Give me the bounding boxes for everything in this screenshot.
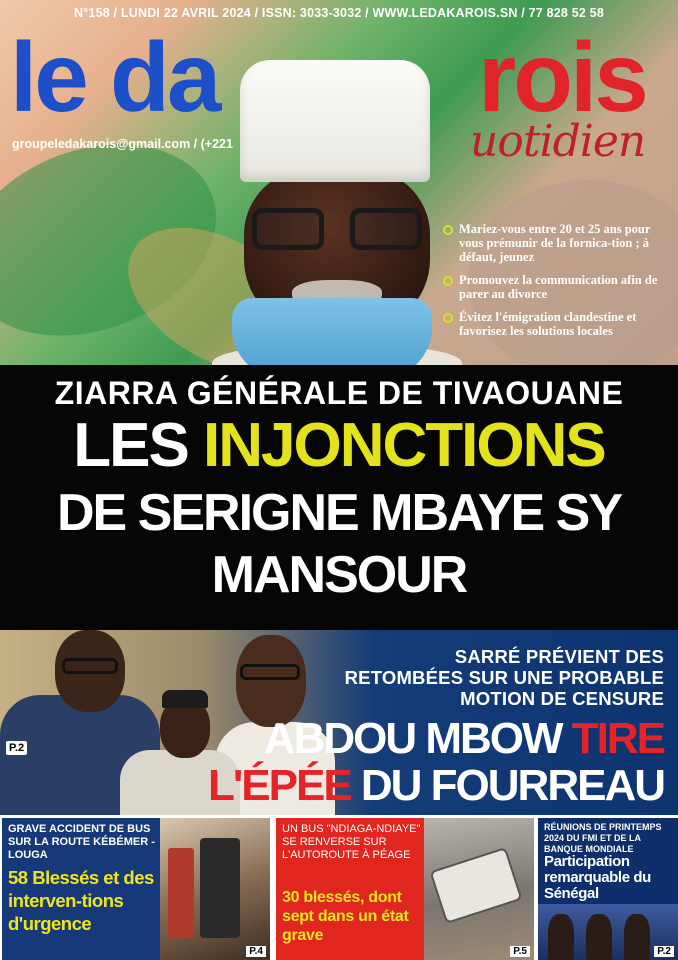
page-reference: P.4	[246, 946, 266, 957]
teaser-kicker: GRAVE ACCIDENT DE BUS SUR LA ROUTE KÉBÉMER - LOUGA	[8, 823, 155, 861]
headline-line-3: MANSOUR	[211, 546, 467, 604]
person-glasses	[240, 664, 300, 680]
bottom-teasers	[0, 815, 678, 960]
overturned-bus-photo	[429, 847, 522, 924]
headline-highlight: L'ÉPÉE	[207, 761, 351, 810]
portrait-cap	[240, 60, 430, 182]
front-page-hero	[0, 0, 678, 365]
portrait-glasses	[252, 208, 422, 252]
main-headline-block	[0, 365, 678, 630]
page-reference: P.2	[654, 946, 674, 957]
person-photo	[548, 914, 574, 960]
headline-word: LES	[73, 411, 204, 480]
key-point-text: Promouvez la communication afin de parer au divorce	[459, 273, 658, 301]
bullet-circle-icon	[443, 276, 453, 286]
key-point-text: Mariez-vous entre 20 et 25 ans pour vous prémunir de la fornica-tion ; à défaut, jeunez	[459, 222, 651, 264]
second-story-headline-1	[264, 716, 664, 762]
teaser-headline: 58 Blessés et des interven-tions d'urgence	[8, 867, 154, 934]
photo-detail	[168, 848, 194, 938]
teaser-photo	[538, 904, 678, 960]
headline-word: ABDOU MBOW	[263, 714, 572, 763]
teaser-bus-overturned	[276, 818, 534, 960]
photo-detail	[200, 838, 240, 938]
page-reference: P.5	[510, 946, 530, 957]
headline-highlight: INJONCTIONS	[203, 411, 605, 480]
teaser-headline: Participation remarquable du Sénégal	[544, 853, 651, 902]
second-story-headline-2	[208, 763, 664, 809]
page-reference: P.2	[6, 741, 27, 755]
second-story-kicker: SARRÉ PRÉVIENT DES RETOMBÉES SUR UNE PROBABLE MOTION DE CENSURE	[344, 646, 664, 709]
key-point	[443, 222, 673, 264]
masthead-logo-right: rois	[478, 22, 646, 132]
second-story-block	[0, 630, 678, 815]
teaser-bus-accident-louga	[2, 818, 270, 960]
key-point	[443, 310, 673, 338]
person-cap	[162, 690, 208, 708]
headline-word: DU FOURREAU	[350, 761, 664, 810]
key-points-list	[443, 222, 673, 347]
headline-line-2: DE SERIGNE MBAYE SY	[56, 484, 621, 542]
teaser-photo	[424, 818, 534, 960]
key-point	[443, 273, 673, 301]
teaser-kicker: UN BUS "NDIAGA-NDIAYE" SE RENVERSE SUR L'AUTOROUTE À PÉAGE	[282, 823, 421, 861]
masthead-logo-left: le da	[10, 22, 219, 132]
person-photo	[586, 914, 612, 960]
bullet-circle-icon	[443, 225, 453, 235]
issue-info-bar: N°158 / LUNDI 22 AVRIL 2024 / ISSN: 3033-3032 / WWW.LEDAKAROIS.SN / 77 828 52 58	[74, 6, 604, 20]
person-photo	[624, 914, 650, 960]
cover-portrait-photo	[222, 48, 452, 365]
person-glasses	[62, 658, 118, 674]
teaser-headline: 30 blessés, dont sept dans un état grave	[282, 889, 409, 944]
portrait-face-mask	[232, 298, 432, 365]
bullet-circle-icon	[443, 313, 453, 323]
headline-highlight: TIRE	[571, 714, 664, 763]
headline-line-1	[0, 411, 678, 481]
headline-kicker: ZIARRA GÉNÉRALE DE TIVAOUANE	[54, 375, 624, 411]
teaser-kicker: RÉUNIONS DE PRINTEMPS 2024 DU FMI ET DE LA BANQUE MONDIALE	[544, 822, 662, 854]
key-point-text: Évitez l'émigration clandestine et favorisez les solutions locales	[459, 310, 637, 338]
teaser-photo	[160, 818, 270, 960]
masthead-logo-script: uotidien	[470, 116, 646, 167]
teaser-imf-meetings	[538, 818, 678, 960]
contact-line: groupeledakarois@gmail.com / (+221	[12, 137, 233, 151]
